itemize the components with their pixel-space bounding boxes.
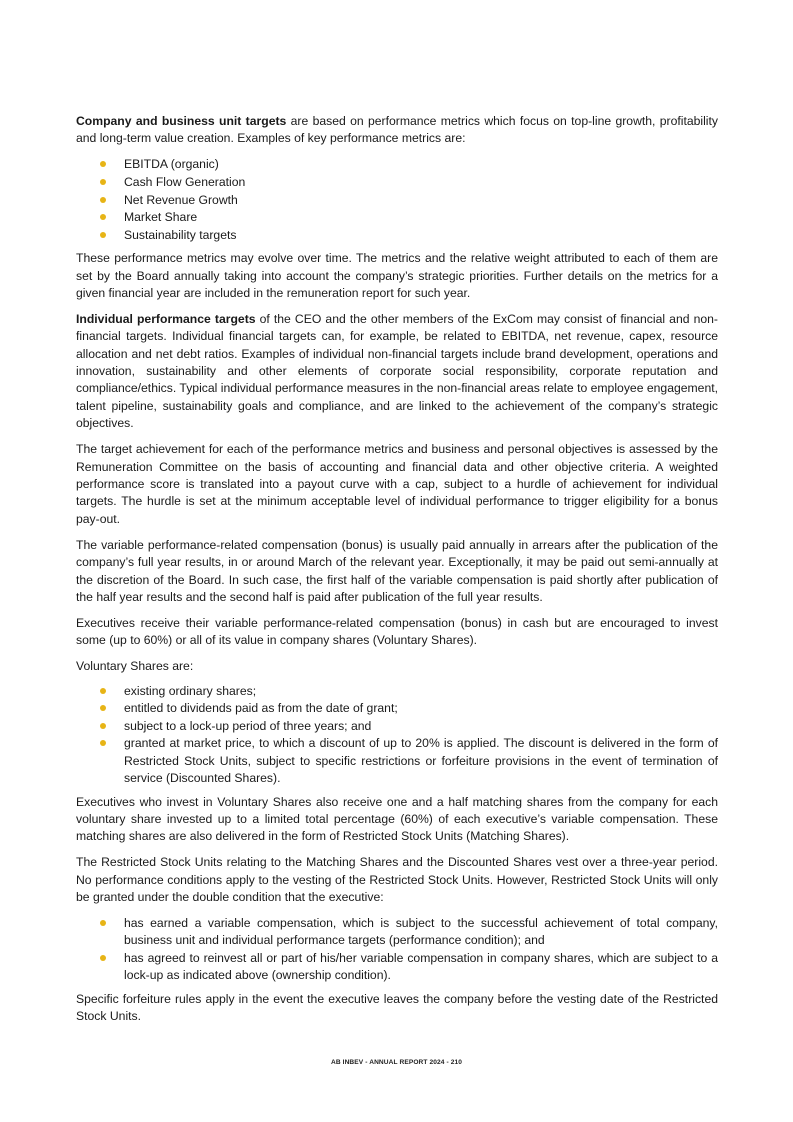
list-item-text: Market Share: [124, 210, 198, 225]
bullet-icon: [100, 161, 106, 167]
company-targets-text: are based on performance metrics which focus on top-line growth, profitability and long-term value creation. Examples of key performance metrics are:: [76, 114, 718, 146]
list-item-text: has earned a variable compensation, which is subject to the successful achievement of total company, business unit and individual performance targets (performance condition); and: [124, 915, 718, 948]
paragraph-voluntary-investment: Executives receive their variable performance-related compensation (bonus) in cash but are encouraged to invest some (up to 60%) or all of its value in company shares (Voluntary Shares).: [76, 615, 718, 648]
paragraph-restricted-stock-units: The Restricted Stock Units relating to the Matching Shares and the Discounted Shares vest over a three-year period. No performance conditions apply to the vesting of the Restricted Stock Units. However, Restricted Stock Units will only be granted under the double condition that the executive:: [76, 855, 718, 905]
conditions-list: [76, 915, 718, 985]
bullet-icon: [100, 197, 106, 203]
bullet-icon: [100, 740, 106, 746]
paragraph-variable-compensation: The variable performance-related compensation (bonus) is usually paid annually in arrears after the publication of the company’s full year results, in or around March of the relevant year. Exceptionally, it may be paid out semi-annually at the discretion of the Board. In such case, the first half of the variable compensation is paid shortly after publication of the half year results and the second half is paid after publication of the full year results.: [76, 537, 718, 604]
list-item: [76, 174, 718, 191]
list-item: [76, 950, 718, 985]
metrics-list: [76, 156, 718, 244]
list-item: [76, 700, 718, 717]
list-item: [76, 227, 718, 244]
heading-individual-targets: Individual performance targets: [76, 311, 256, 326]
list-item: [76, 209, 718, 226]
paragraph-individual-targets: [76, 311, 718, 433]
heading-company-targets: Company and business unit targets: [76, 114, 287, 128]
list-item-text: entitled to dividends paid as from the date of grant;: [124, 701, 398, 716]
bullet-icon: [100, 688, 106, 694]
list-item-text: Sustainability targets: [124, 227, 237, 242]
bullet-icon: [100, 179, 106, 185]
list-item: [76, 718, 718, 735]
paragraph-company-targets: [76, 113, 718, 148]
list-item: [76, 683, 718, 700]
individual-targets-text: of the CEO and the other members of the ExCom may consist of financial and non-financial targets. Individual financial targets can, for example, be related to EBITDA, net revenue, capex, resource allocation and net debt ratios. Examples of individual non-financial targets include brand development, operations and innovation, sustainability and other elements of corporate social responsibility, corporate reputation and compliance/ethics. Typical individual performance measures in the non-financial areas relate to employee engagement, talent pipeline, sustainability goals and compliance, and are linked to the achievement of the company’s strategic objectives.: [76, 311, 719, 431]
bullet-icon: [100, 723, 106, 729]
paragraph-matching-shares: Executives who invest in Voluntary Shares also receive one and a half matching shares from the company for each voluntary share invested up to a limited total percentage (60%) of each executive’s variable compensation. These matching shares are also delivered in the form of Restricted Stock Units (Matching Shares).: [76, 794, 718, 844]
list-item-text: existing ordinary shares;: [124, 683, 257, 698]
list-item-text: EBITDA (organic): [124, 157, 219, 172]
list-item-text: Cash Flow Generation: [124, 174, 246, 189]
list-item: [76, 192, 718, 209]
voluntary-shares-list: [76, 683, 718, 788]
bullet-icon: [100, 955, 106, 961]
list-item-text: Net Revenue Growth: [124, 192, 238, 207]
bullet-icon: [100, 232, 106, 238]
paragraph-target-achievement: The target achievement for each of the performance metrics and business and personal objectives is assessed by the Remuneration Committee on the basis of accounting and financial data and other objective criteria. A weighted performance score is translated into a payout curve with a cap, subject to a hurdle of achievement for individual targets. The hurdle is set at the minimum acceptable level of individual performance to trigger eligibility for a bonus pay-out.: [76, 442, 718, 526]
document-body: [76, 113, 718, 1034]
paragraph-metrics-evolution: These performance metrics may evolve over time. The metrics and the relative weight attributed to each of them are set by the Board annually taking into account the company’s strategic priorities. Further details on the metrics for a given financial year are included in the remuneration report for such year.: [76, 251, 718, 300]
bullet-icon: [100, 214, 106, 220]
paragraph-forfeiture-rules: Specific forfeiture rules apply in the event the executive leaves the company before the vesting date of the Restricted Stock Units.: [76, 991, 718, 1024]
list-item-text: has agreed to reinvest all or part of his/her variable compensation in company shares, which are subject to a lock-up as indicated above (ownership condition).: [124, 950, 718, 983]
list-item: [76, 915, 718, 950]
list-item-text: granted at market price, to which a discount of up to 20% is applied. The discount is delivered in the form of Restricted Stock Units, subject to specific restrictions or forfeiture provisions in the event of termination of service (Discounted Shares).: [124, 736, 718, 786]
page-footer: AB INBEV - ANNUAL REPORT 2024 - 210: [330, 1059, 462, 1066]
bullet-icon: [100, 920, 106, 926]
paragraph-voluntary-shares-intro: Voluntary Shares are:: [76, 659, 194, 674]
list-item-text: subject to a lock-up period of three years; and: [124, 718, 372, 733]
list-item: [76, 156, 718, 173]
list-item: [76, 735, 718, 787]
bullet-icon: [100, 705, 106, 711]
